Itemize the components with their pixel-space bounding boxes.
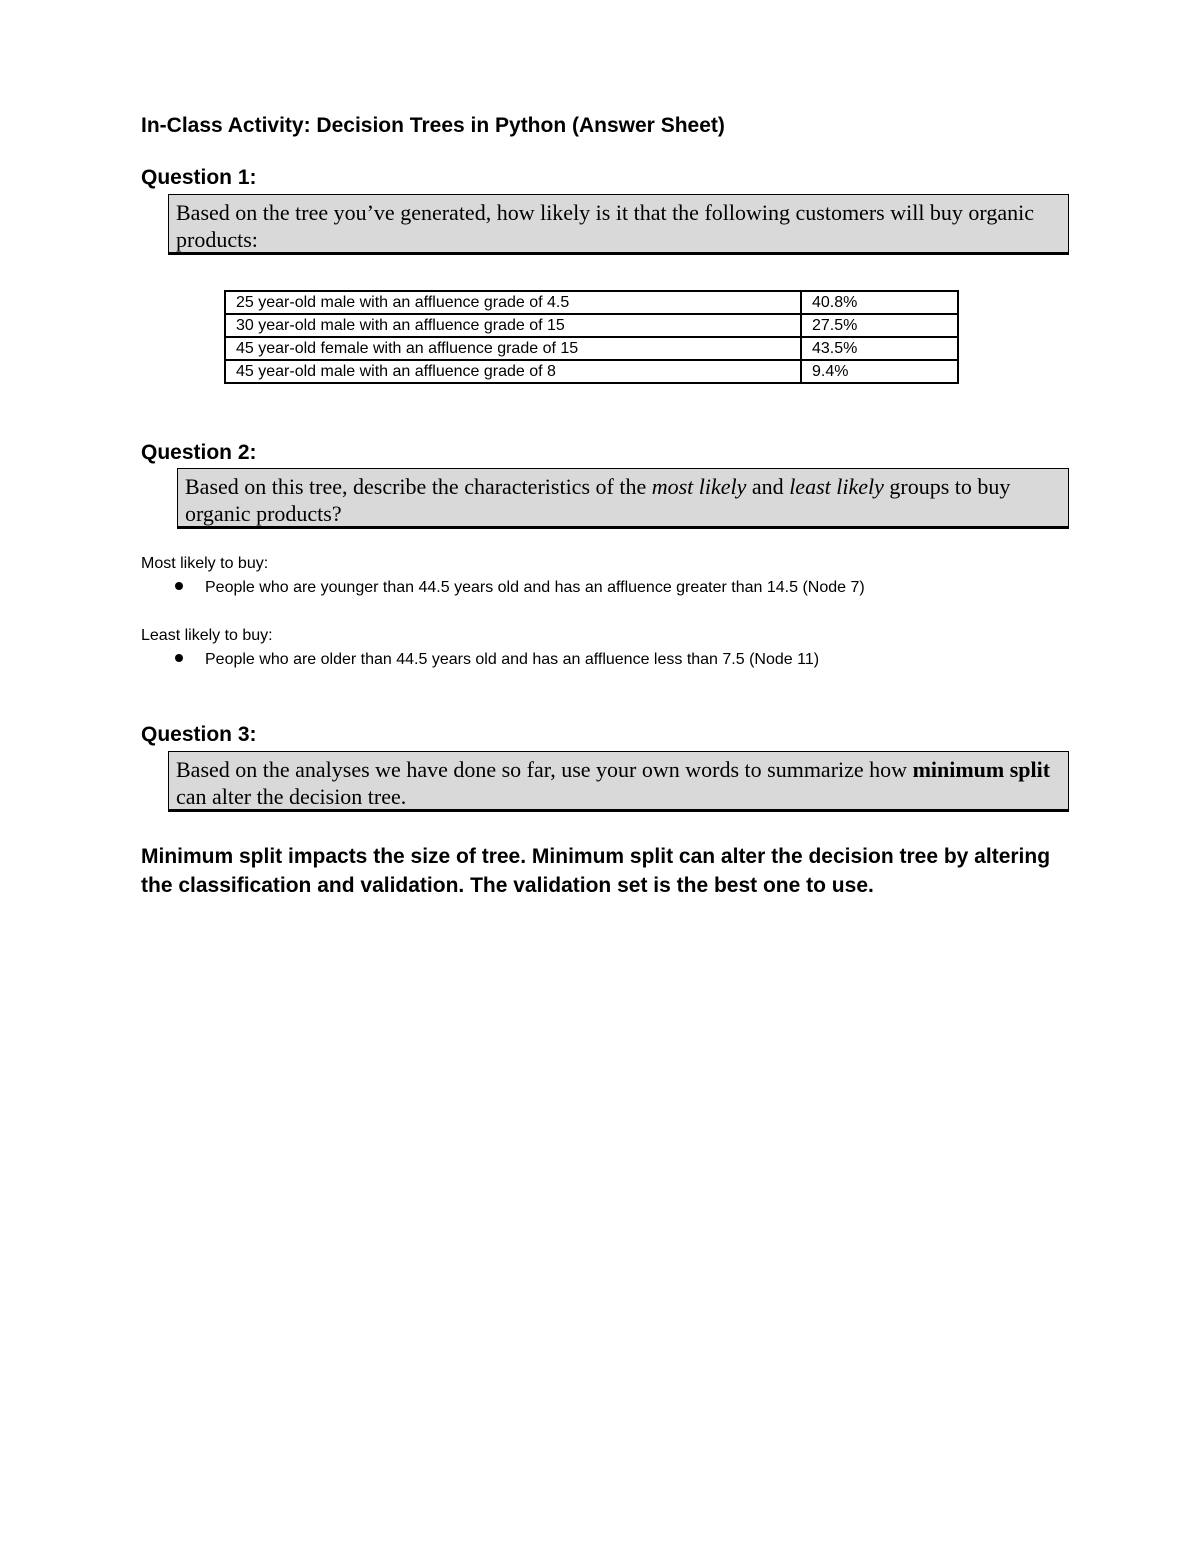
- bullet-icon: [175, 582, 183, 590]
- most-likely-bullet: [175, 579, 865, 597]
- bullet-icon: [175, 654, 183, 662]
- prompt-bold-term: minimum split: [912, 757, 1051, 782]
- probability-table: [224, 290, 959, 384]
- table-row: [225, 337, 958, 360]
- prompt-text: groups to buy organic products?: [185, 474, 1011, 526]
- least-likely-bullet: [175, 651, 819, 669]
- question-3-prompt: [168, 751, 1069, 812]
- least-likely-label: Least likely to buy:: [141, 627, 273, 644]
- table-row: [225, 360, 958, 383]
- probability-cell: 43.5%: [801, 337, 958, 360]
- customer-description-cell: 45 year-old male with an affluence grade of 8: [225, 360, 801, 383]
- question-2-heading: Question 2:: [141, 441, 257, 464]
- page-title: In-Class Activity: Decision Trees in Python (Answer Sheet): [141, 114, 725, 137]
- prompt-text: and: [746, 474, 790, 499]
- table-row: [225, 314, 958, 337]
- customer-description-cell: 45 year-old female with an affluence grade of 15: [225, 337, 801, 360]
- customer-description-cell: 25 year-old male with an affluence grade of 4.5: [225, 291, 801, 314]
- least-likely-text: People who are older than 44.5 years old and has an affluence less than 7.5 (Node 11): [205, 651, 820, 668]
- prompt-text: can alter the decision tree.: [176, 784, 407, 809]
- probability-cell: 27.5%: [801, 314, 958, 337]
- probability-cell: 9.4%: [801, 360, 958, 383]
- most-likely-text: People who are younger than 44.5 years old and has an affluence greater than 14.5 (Node 7): [205, 579, 865, 596]
- question-3-heading: Question 3:: [141, 723, 257, 746]
- most-likely-label: Most likely to buy:: [141, 555, 269, 572]
- question-1-prompt: Based on the tree you’ve generated, how likely is it that the following customers will buy organic products:: [168, 194, 1069, 255]
- question-1-heading: Question 1:: [141, 166, 257, 189]
- prompt-text: Based on the analyses we have done so far, use your own words to summarize how: [176, 757, 913, 782]
- prompt-emphasis-most-likely: most likely: [651, 474, 747, 499]
- question-2-prompt: [177, 468, 1069, 529]
- customer-description-cell: 30 year-old male with an affluence grade of 15: [225, 314, 801, 337]
- table-row: [225, 291, 958, 314]
- prompt-text: Based on this tree, describe the characteristics of the: [185, 474, 652, 499]
- probability-cell: 40.8%: [801, 291, 958, 314]
- prompt-emphasis-least-likely: least likely: [789, 474, 884, 499]
- question-3-answer: Minimum split impacts the size of tree. Minimum split can alter the decision tree by altering the classification and validation. The validation set is the best one to use.: [141, 845, 1051, 897]
